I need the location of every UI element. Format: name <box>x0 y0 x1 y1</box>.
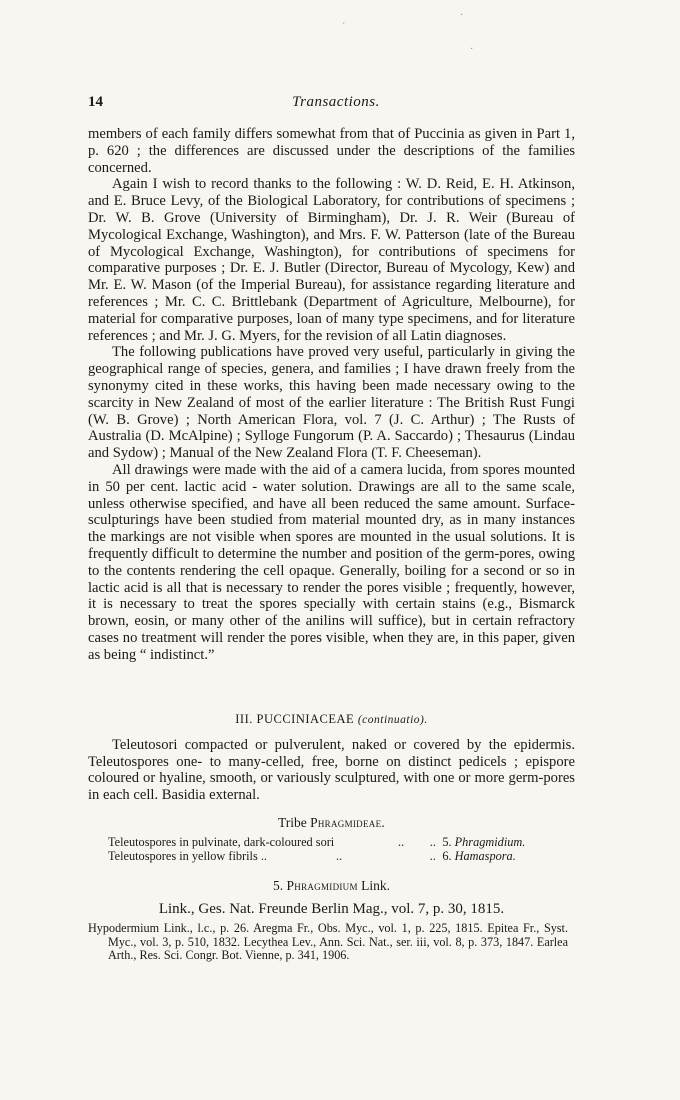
key-row-genus: Hamaspora. <box>454 849 516 863</box>
scan-speck: · <box>470 44 474 55</box>
paragraph-continuation: members of each family differs somewhat from that of Puccinia as given in Part 1, p. 620 ; the differences are discussed under the descriptions of the families concerned. <box>88 126 575 176</box>
key-row-text: Teleutospores in pulvinate, dark-coloured sori <box>108 835 335 849</box>
key-row-leader: .. <box>336 849 343 863</box>
key-row-number: 5. <box>442 835 452 849</box>
genus-number: 5. <box>272 878 284 893</box>
tribe-name: Phragmideae. <box>310 815 386 830</box>
scan-speck: · <box>460 10 464 21</box>
key-row-dots: .. <box>430 835 437 849</box>
running-title: Transactions. <box>292 94 380 110</box>
paragraph-methods: All drawings were made with the aid of a camera lucida, from spores mounted in 50 per cent. lactic acid - water solution. Drawings are all to the same scale, unless otherwise specified, and have all been reduced the same amount. Surface-sculpturings have been studied from material mounted dry, as in many instances the markings are not visible when spores are mounted in the usual solutions. It is frequently difficult to determine the number and position of the germ-pores, owing to the contents rendering the cell opaque. Generally, boiling for a second or so in lactic acid is all that is necessary to render the pores visible ; frequently, however, it is necessary to treat the spores specially with certain stains (e.g., Bismarck brown, eosin, or many other of the anilins will suffice), but in certain refractory cases no treatment will render the pores visible, when they are, in this paper, given as being “ indistinct.” <box>88 461 575 663</box>
family-description <box>88 737 575 803</box>
key-row <box>108 836 558 850</box>
synonymy-text: Hypodermium Link., l.c., p. 26. Aregma Fr., Obs. Myc., vol. 1, p. 225, 1815. Epitea Fr., Syst. Myc., vol. 3, p. 510, 1832. Lecythea Lev., Ann. Sci. Nat., ser. iii, vol. 8, p. 373, 1847. Earlea Arth., Res. Sci. Congr. Bot. Vienne, p. 341, 1906. <box>88 921 568 963</box>
scan-speck: ´ <box>342 22 346 33</box>
genus-name: Phragmidium <box>286 878 358 893</box>
genus-heading <box>88 878 575 894</box>
key-row-number: 6. <box>442 849 452 863</box>
key-row-result <box>430 836 525 850</box>
key-row <box>108 850 558 864</box>
body-text <box>88 126 575 664</box>
paragraph-acknowledgements: Again I wish to record thanks to the following : W. D. Reid, E. H. Atkinson, and E. Bruce Levy, of the Biological Laboratory, for contributions of specimens ; Dr. W. B. Grove (University of Birmingham), Dr. J. R. Weir (Bureau of Mycological Exchange, Washington), and Mrs. F. W. Patterson (late of the Bureau of Mycological Exchange, Washington), for contributions of specimens for comparative purposes ; Dr. E. J. Butler (Director, Bureau of Mycology, Kew) and Mr. E. W. Mason (of the Imperial Bureau), for assistance regarding literature and references ; Mr. C. C. Brittlebank (Department of Agriculture, Melbourne), for material for comparative purposes, loan of many type specimens, and for literature references ; and Mr. J. G. Myers, for the revision of all Latin diagnoses. <box>88 176 575 344</box>
key-row-dots: .. <box>430 849 437 863</box>
tribe-heading <box>88 815 575 831</box>
section-qualifier: (continuatio). <box>357 714 428 726</box>
key-row-text: Teleutospores in yellow fibrils .. <box>108 849 267 863</box>
genus-citation: Link., Ges. Nat. Freunde Berlin Mag., vol. 7, p. 30, 1815. <box>158 901 505 917</box>
key-row-genus: Phragmidium. <box>454 835 526 849</box>
page-number: 14 <box>88 94 103 110</box>
paragraph-publications: The following publications have proved very useful, particularly in giving the geographical range of species, genera, and families ; I have drawn freely from the synonymy cited in these works, this having been made necessary owing to the scarcity in New Zealand of most of the earlier literature : The British Rust Fungi (W. B. Grove) ; North American Flora, vol. 7 (J. C. Arthur) ; The Rusts of Australia (D. McAlpine) ; Sylloge Fungorum (P. A. Saccardo) ; Thesaurus (Lindau and Sydow) ; Manual of the New Zealand Flora (T. F. Cheeseman). <box>88 344 575 462</box>
synonymy <box>88 922 568 963</box>
tribe-label: Tribe <box>277 815 307 830</box>
key-row-leader: .. <box>398 835 405 849</box>
key-row-result <box>430 850 516 864</box>
family-description-text: Teleutosori compacted or pulverulent, naked or covered by the epidermis. Teleutospores one- to many-celled, free, borne on distinct pedicels ; epispore coloured or hyaline, smooth, or variously sculptured, with one or more germ-pores in each cell. Basidia external. <box>88 737 575 803</box>
section-heading <box>88 712 575 727</box>
section-title: III. PUCCINIACEAE <box>235 712 355 726</box>
genus-key <box>108 836 558 864</box>
page-header <box>88 94 584 114</box>
genus-authority: Link. <box>361 878 391 893</box>
